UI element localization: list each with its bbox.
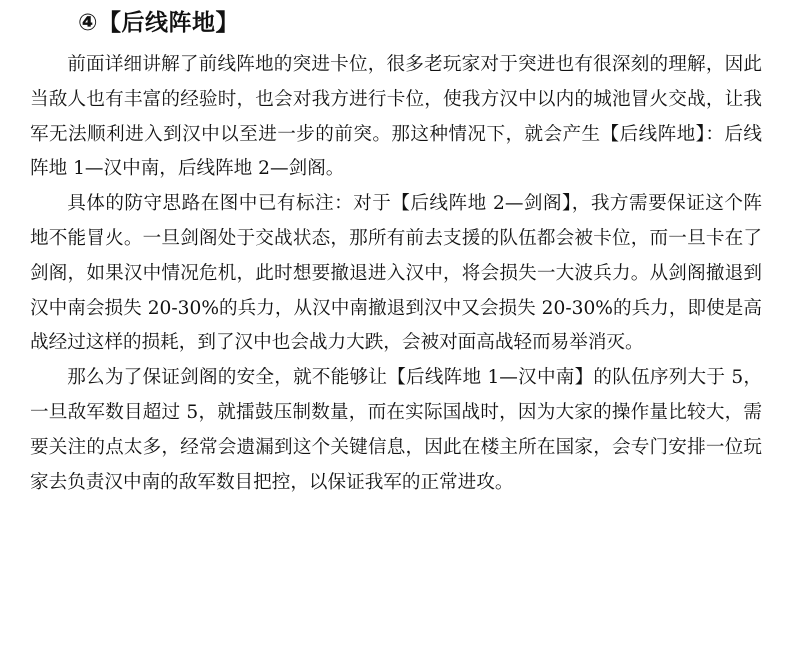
paragraph-3: 那么为了保证剑阁的安全，就不能够让【后线阵地 1—汉中南】的队伍序列大于 5，一旦敌军数目超过 5，就擂鼓压制数量，而在实际国战时，因为大家的操作量比较大，需要关注的点太多，经常会遗漏到这个关键信息，因此在楼主所在国家，会专门安排一位玩家去负责汉中南的敌军数目把控，以保证我军的正常进攻。 [30,367,762,493]
paragraph-2: 具体的防守思路在图中已有标注：对于【后线阵地 2—剑阁】，我方需要保证这个阵地不能冒火。一旦剑阁处于交战状态，那所有前去支援的队伍都会被卡位，而一旦卡在了剑阁，如果汉中情况危机，此时想要撤退进入汉中，将会损失一大波兵力。从剑阁撤退到汉中南会损失 20-30%的兵力，从汉中南撤退到汉中又会损失 20-30%的兵力，即使是高战经过这样的损耗，到了汉中也会战力大跌，会被对面高战轻而易举消灭。 [30,193,762,354]
section-heading: ④【后线阵地】 [78,10,239,36]
paragraph-1: 前面详细讲解了前线阵地的突进卡位，很多老玩家对于突进也有很深刻的理解，因此当敌人也有丰富的经验时，也会对我方进行卡位，使我方汉中以内的城池冒火交战，让我军无法顺利进入到汉中以至进一步的前突。那这种情况下，就会产生【后线阵地】：后线阵地 1—汉中南，后线阵地 2—剑阁。 [30,54,762,180]
